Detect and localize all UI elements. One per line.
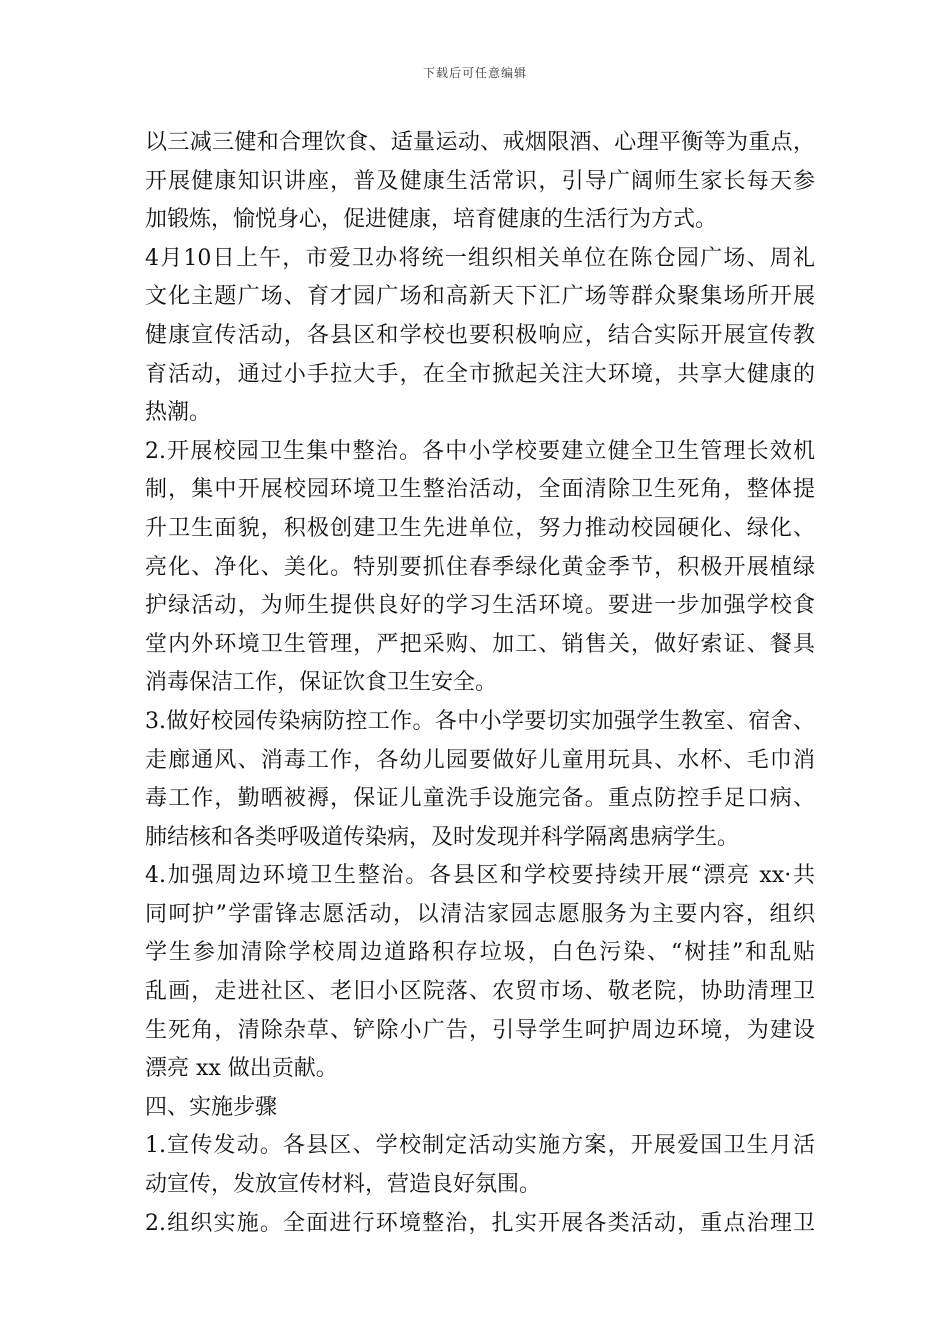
text-line: 健康宣传活动，各县区和学校也要积极响应，结合实际开展宣传教	[145, 322, 815, 348]
text-line: 文化主题广场、育才园广场和高新天下汇广场等群众聚集场所开展	[145, 284, 815, 310]
text-line: 以三减三健和合理饮食、适量运动、戒烟限酒、心理平衡等为重点，	[145, 130, 815, 155]
text-line: 2.开展校园卫生集中整治。各中小学校要建立健全卫生管理长效机	[145, 438, 815, 464]
text-line: 育活动，通过小手拉大手，在全市掀起关注大环境，共享大健康的	[145, 361, 815, 387]
text-line: 肺结核和各类呼吸道传染病，及时发现并科学隔离患病学生。	[145, 824, 740, 850]
document-body	[145, 124, 815, 1243]
page-header: 下载后可任意编辑	[422, 66, 527, 80]
text-line: 漂亮 xx 做出贡献。	[145, 1056, 338, 1082]
text-line: 1.宣传发动。各县区、学校制定活动实施方案，开展爱国卫生月活	[145, 1133, 815, 1159]
text-line: 4.加强周边环境卫生整治。各县区和学校要持续开展“漂亮 xx·共	[145, 863, 815, 889]
text-line: 消毒保洁工作，保证饮食卫生安全。	[145, 670, 498, 696]
text-line: 开展健康知识讲座，普及健康生活常识，引导广阔师生家长每天参	[145, 168, 815, 194]
text-line: 升卫生面貌，积极创建卫生先进单位，努力推动校园硬化、绿化、	[145, 515, 815, 541]
text-line: 2.组织实施。全面进行环境整治，扎实开展各类活动，重点治理卫	[145, 1210, 815, 1236]
text-line: 走廊通风、消毒工作，各幼儿园要做好儿童用玩具、水杯、毛巾消	[145, 747, 815, 773]
text-line: 乱画，走进社区、老旧小区院落、农贸市场、敬老院，协助清理卫	[145, 979, 815, 1005]
text-line: 动宣传，发放宣传材料，营造良好氛围。	[145, 1172, 542, 1198]
text-line: 堂内外环境卫生管理，严把采购、加工、销售关，做好索证、餐具	[145, 631, 815, 657]
section-heading: 四、实施步骤	[145, 1094, 278, 1120]
text-line: 4月10日上午，市爱卫办将统一组织相关单位在陈仓园广场、周礼	[145, 245, 815, 271]
text-line: 同呵护”学雷锋志愿活动，以清洁家园志愿服务为主要内容，组织	[145, 901, 815, 927]
text-line: 亮化、净化、美化。特别要抓住春季绿化黄金季节，积极开展植绿	[145, 554, 815, 580]
text-line: 3.做好校园传染病防控工作。各中小学要切实加强学生教室、宿舍、	[145, 708, 815, 734]
text-line: 加锻炼，愉悦身心，促进健康，培育健康的生活行为方式。	[145, 207, 718, 233]
text-line: 毒工作，勤晒被褥，保证儿童洗手设施完备。重点防控手足口病、	[145, 786, 815, 812]
text-line: 制，集中开展校园环境卫生整治活动，全面清除卫生死角，整体提	[145, 477, 815, 503]
text-line: 学生参加清除学校周边道路积存垃圾，白色污染、“树挂”和乱贴	[145, 940, 815, 966]
text-line: 护绿活动，为师生提供良好的学习生活环境。要进一步加强学校食	[145, 593, 815, 619]
text-line: 热潮。	[145, 400, 212, 426]
text-line: 生死角，清除杂草、铲除小广告，引导学生呵护周边环境，为建设	[145, 1017, 815, 1043]
